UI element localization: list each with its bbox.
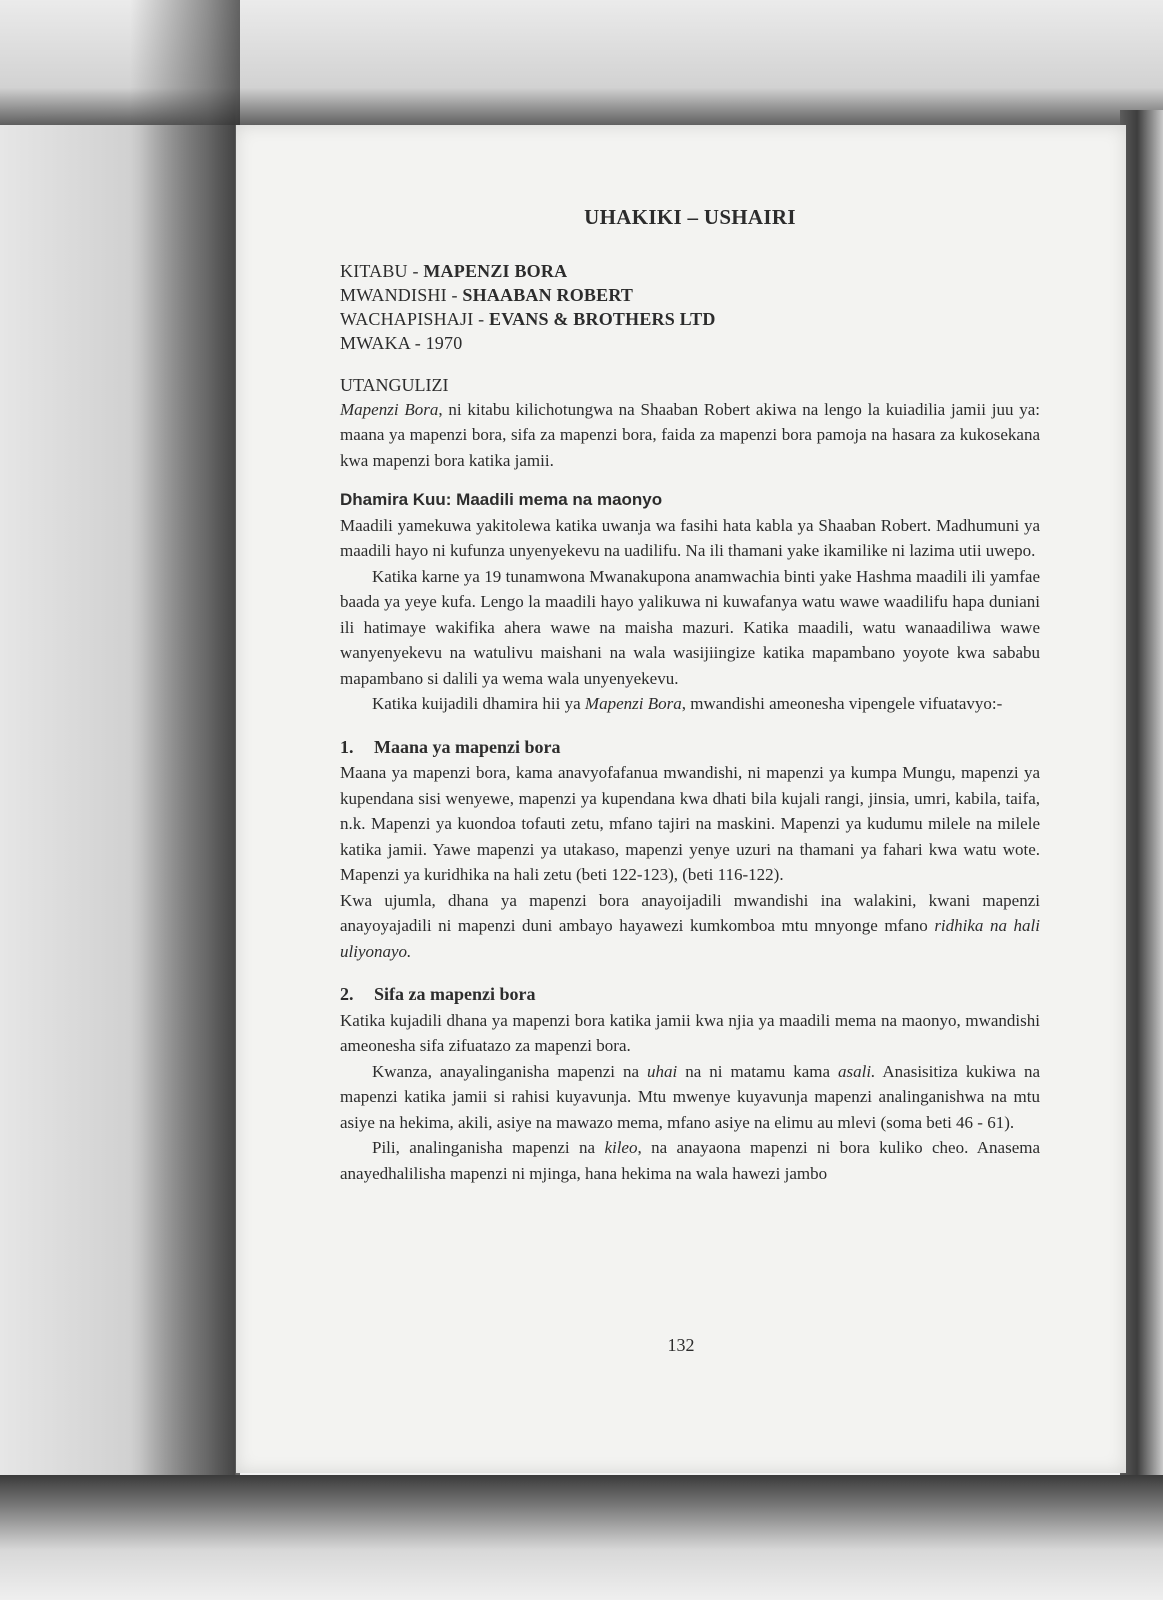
italic-run: uhai	[647, 1061, 678, 1081]
dhamira-p3-end: , mwandishi ameonesha vipengele vifuatavyo:-	[681, 694, 1003, 713]
utangulizi-text: , ni kitabu kilichotungwa na Shaaban Robert akiwa na lengo la kuiadilia jamii juu ya: maana ya mapenzi bora, sifa za mapenzi bora, faida za mapenzi bora pamoja na hasara za kukosekana kwa mapenzi bora katika jamii.	[340, 399, 1040, 470]
text-run: na ni matamu kama	[677, 1061, 839, 1081]
meta-key: MWAKA -	[340, 332, 421, 353]
dhamira-paragraph-1: Maadili yamekuwa yakitolewa katika uwanja wa fasihi hata kabla ya Shaaban Robert. Madhumuni ya maadili hayo ni kufunza unyenyekevu na uadilifu. Na ili thamani yake ikamilike ni lazima utii uwepo.	[340, 515, 1040, 560]
meta-value: EVANS & BROTHERS LTD	[489, 308, 716, 329]
section-2-paragraph-1: Katika kujadili dhana ya mapenzi bora katika jamii kwa njia ya maadili mema na maonyo, mwandishi ameonesha sifa zifuatazo za mapenzi bora.	[340, 1010, 1040, 1055]
section-2-heading	[340, 982, 1040, 1008]
scan-shadow-left	[130, 0, 240, 1600]
dhamira-paragraph-3	[340, 691, 1040, 717]
section-title: Maana ya mapenzi bora	[374, 736, 561, 757]
section-number: 2.	[340, 984, 354, 1004]
page-number: 132	[667, 1335, 695, 1355]
utangulizi-heading: UTANGULIZI	[340, 374, 449, 395]
text-run: , na anayaona mapenzi ni bora kuliko cheo. Anasema anayedhalilisha mapenzi ni mjinga, hana hekima na wala hawezi jambo	[340, 1138, 1041, 1183]
meta-mwandishi	[340, 283, 1040, 307]
section-1-paragraph-2	[340, 888, 1040, 965]
text-run: Anasisitiza kukiwa na mapenzi katika jamii si rahisi kuyavunja. Mtu mwenye kuyavunja mapenzi analinganishwa na mtu asiye na hekima, akili, asiye na mawazo mema, mfano asiye na elimu au mlevi (soma beti 46 - 61).	[340, 1061, 1040, 1132]
section-1-p2-text: Kwa ujumla, dhana ya mapenzi bora anayoijadili mwandishi ina walakini, kwani mapenzi anayoyajadili ni mapenzi duni ambayo hayawezi kumkomboa mtu mnyonge mfano	[340, 890, 1040, 935]
italic-run: kileo	[604, 1138, 638, 1157]
text-run: Pili, analinganisha mapenzi na	[372, 1138, 605, 1157]
meta-key: WACHAPISHAJI -	[340, 308, 485, 329]
section-1-paragraph-1: Maana ya mapenzi bora, kama anavyofafanua mwandishi, ni mapenzi ya kumpa Mungu, mapenzi ya kupendana sisi wenyewe, mapenzi ya kupendana kwa dhati bila kujali rangi, jinsia, umri, kabila, taifa, n.k. Mapenzi ya kuondoa tofauti zetu, mfano tajiri na maskini. Mapenzi ya kudumu milele na milele katika jamii. Yawe mapenzi ya utakaso, mapenzi yenye uzuri na thamani ya fahari kwa watu wote. Mapenzi ya kuridhika na hali zetu (beti 122-123), (beti 116-122).	[340, 763, 1040, 884]
scan-shadow-bottom	[0, 1475, 1163, 1600]
dhamira-p3-start: Katika kuijadili dhamira hii ya	[372, 694, 585, 713]
meta-wachapishaji	[340, 307, 1040, 331]
meta-value: 1970	[425, 332, 463, 353]
page-title: UHAKIKI – USHAIRI	[584, 205, 796, 229]
section-1-heading	[340, 735, 1040, 761]
book-title-italic: Mapenzi Bora	[340, 399, 439, 419]
scan-shadow-right	[1120, 110, 1163, 1490]
meta-key: MWANDISHI -	[340, 284, 458, 305]
section-2-paragraph-3	[340, 1135, 1040, 1186]
italic-run: asali.	[838, 1061, 876, 1081]
book-metadata	[340, 259, 1040, 355]
meta-value: SHAABAN ROBERT	[462, 284, 634, 305]
section-number: 1.	[340, 736, 354, 757]
text-run: Kwanza, anayalinganisha mapenzi na	[372, 1061, 648, 1081]
book-page	[236, 125, 1126, 1473]
page-content	[340, 205, 1040, 1186]
section-title: Sifa za mapenzi bora	[374, 984, 536, 1004]
meta-key: KITABU -	[340, 260, 419, 281]
meta-value: MAPENZI BORA	[423, 260, 568, 281]
meta-mwaka	[340, 331, 1040, 355]
dhamira-heading: Dhamira Kuu: Maadili mema na maonyo	[340, 490, 663, 509]
section-2-paragraph-2	[340, 1059, 1040, 1136]
meta-kitabu	[340, 259, 1040, 283]
dhamira-paragraph-2: Katika karne ya 19 tunamwona Mwanakupona anamwachia binti yake Hashma maadili ili yamfae baada ya yeye kufa. Lengo la maadili hayo yalikuwa ni kuwafanya watu wawe waadilifu hapa duniani ili hatimaye wakifika ahera wawe na maisha mazuri. Katika maadili, watu wanaadiliwa wawe wanyenyekevu na watulivu maishani na wala wasijiingize katika mapambano yoyote kwa sababu mapambano si dalili ya wema wala unyenyekevu.	[340, 566, 1040, 688]
section-1-p2-italic: ridhika na hali uliyonayo.	[340, 916, 1040, 961]
utangulizi-paragraph	[340, 397, 1040, 474]
book-title-italic: Mapenzi Bora	[584, 694, 682, 713]
